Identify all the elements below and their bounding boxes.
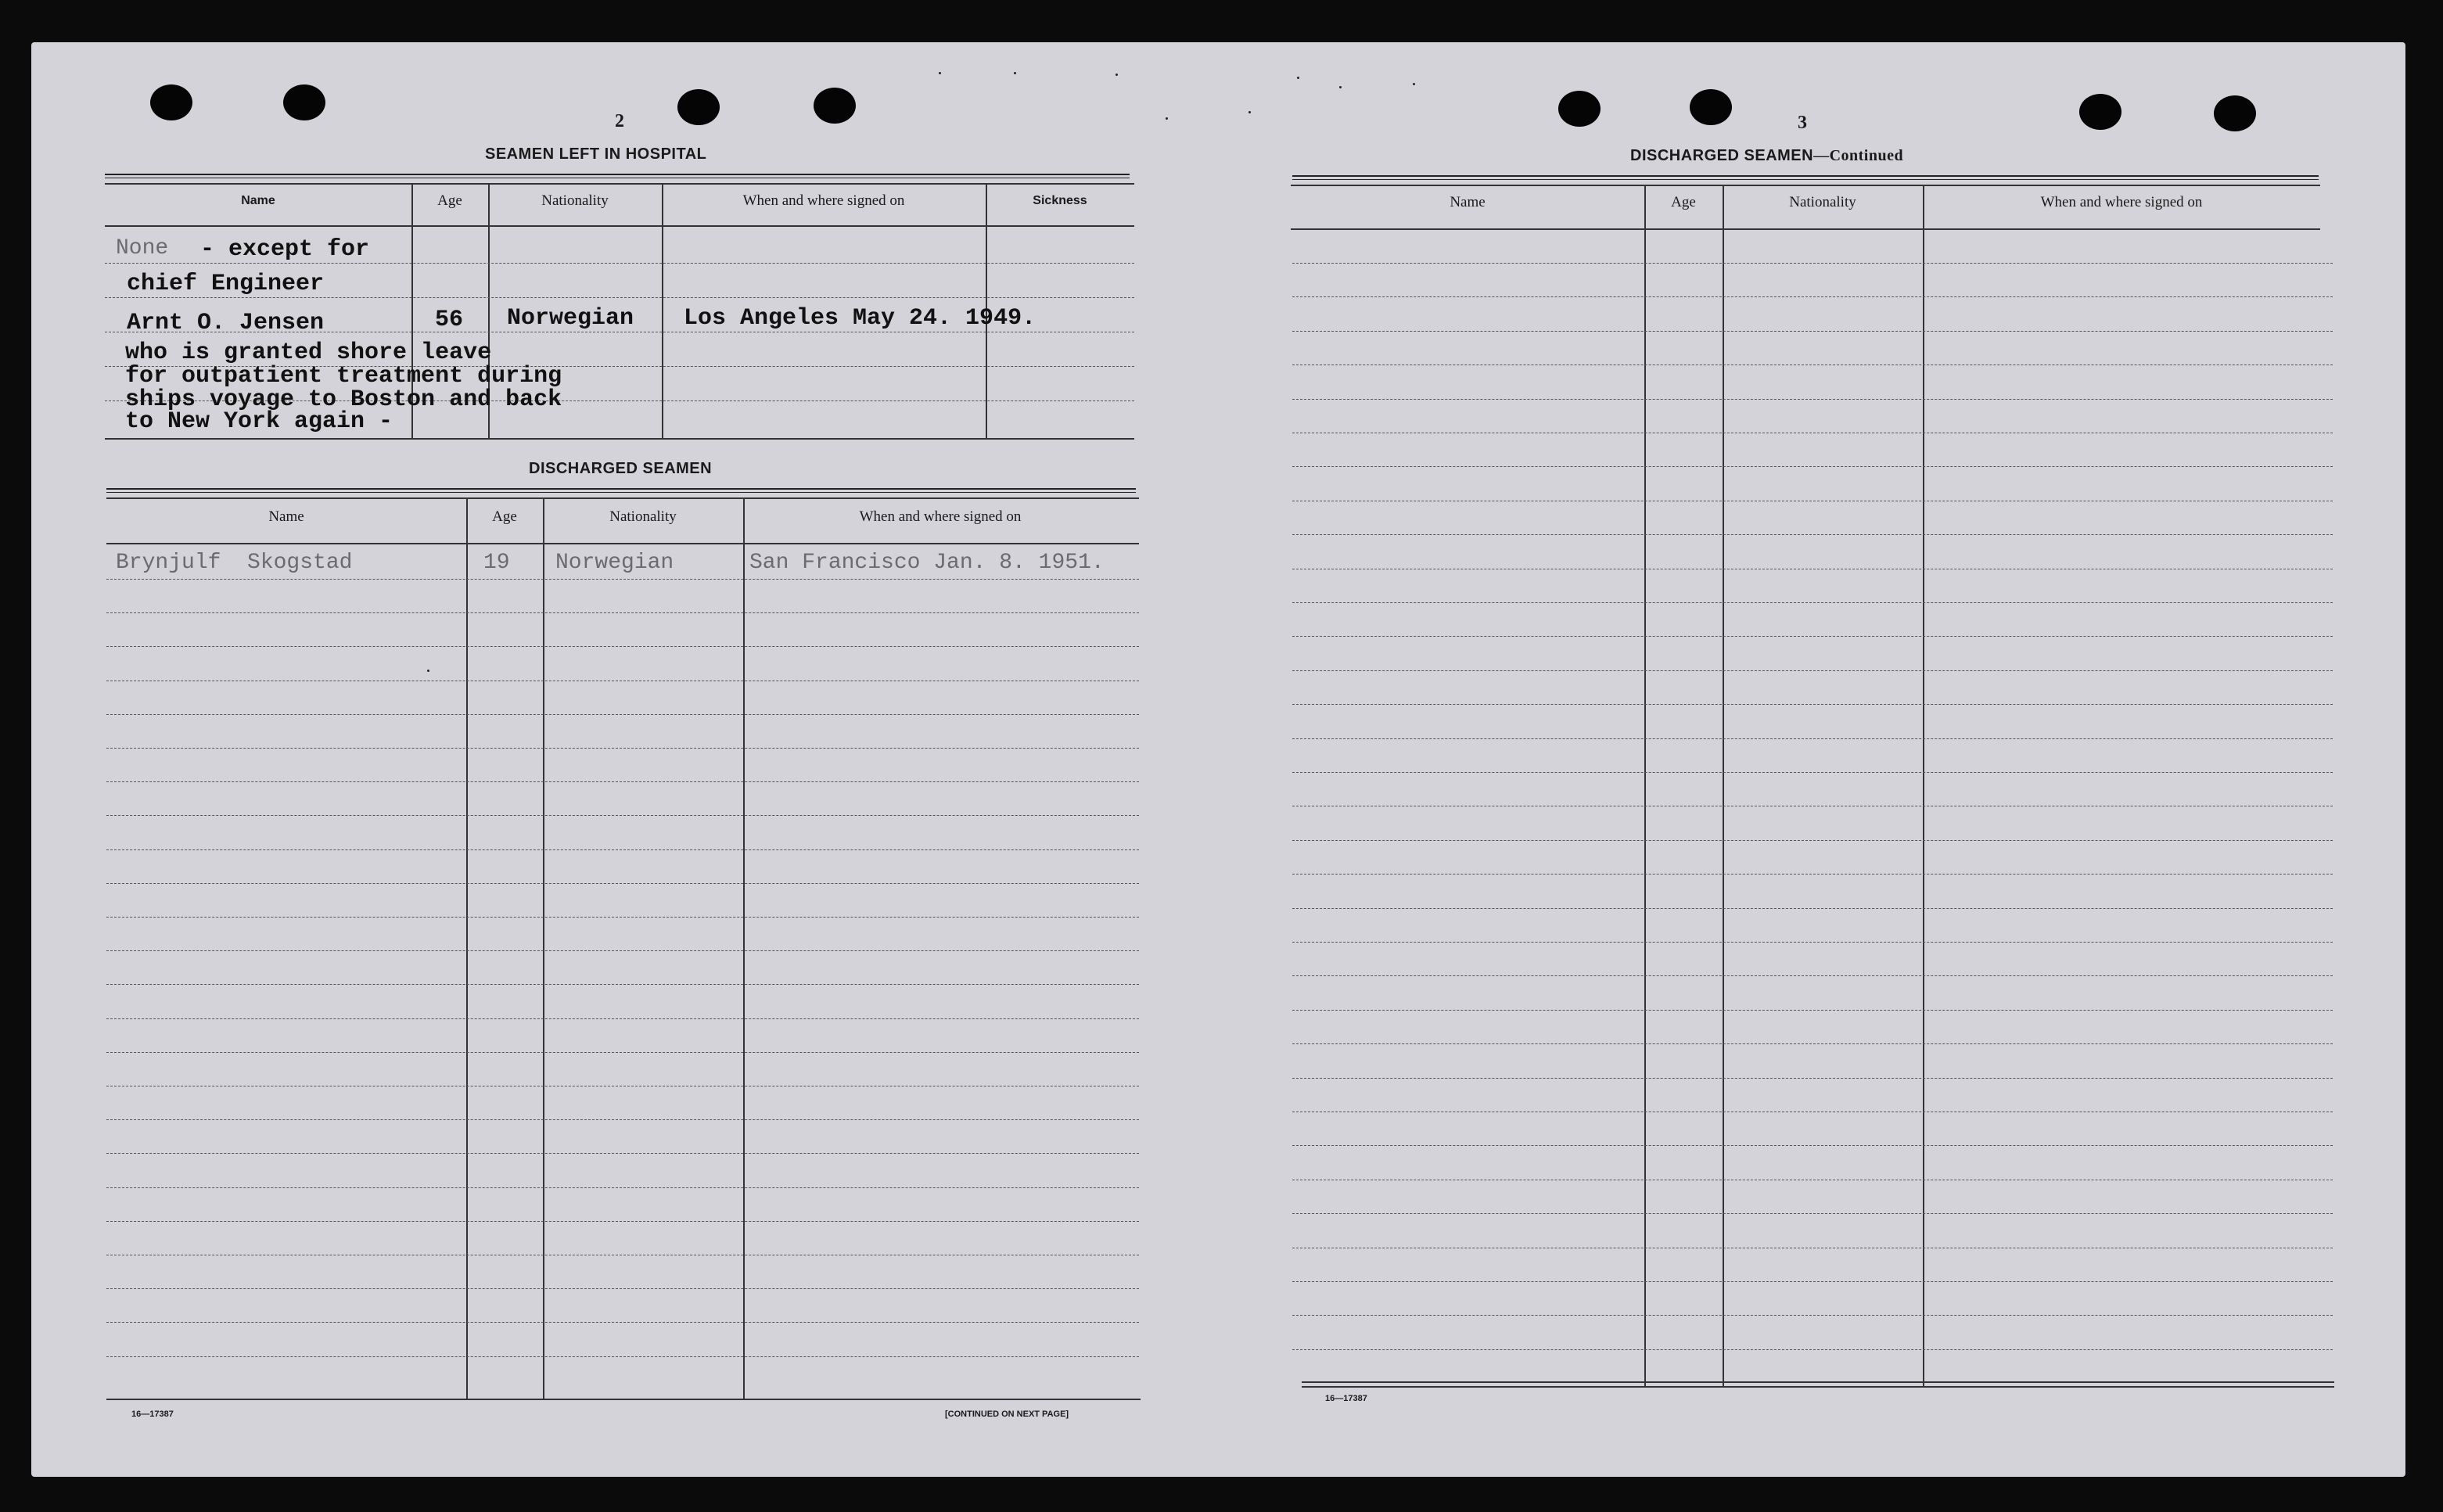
row-line bbox=[106, 849, 1139, 850]
column-header-age: Age bbox=[492, 508, 517, 525]
row-line bbox=[106, 1187, 1139, 1188]
hospital-entry-except: - except for bbox=[200, 236, 370, 263]
row-line bbox=[1292, 296, 2333, 297]
hospital-entry-signed-on: Los Angeles May 24. 1949. bbox=[684, 305, 1036, 332]
row-line bbox=[1292, 1145, 2333, 1146]
row-line bbox=[1292, 263, 2333, 264]
dust-speck bbox=[1248, 111, 1251, 113]
table-bottom-rule bbox=[106, 1399, 1141, 1400]
dust-speck bbox=[1166, 117, 1168, 120]
row-line bbox=[106, 1322, 1139, 1323]
row-line bbox=[1292, 772, 2333, 773]
row-line bbox=[1292, 466, 2333, 467]
column-header-age: Age bbox=[437, 192, 462, 209]
column-header-signed-on: When and where signed on bbox=[742, 192, 905, 209]
discharged-row-signed-on: San Francisco Jan. 8. 1951. bbox=[749, 551, 1105, 575]
column-header-age: Age bbox=[1671, 194, 1696, 210]
discharged-row-nationality: Norwegian bbox=[555, 551, 674, 575]
row-line bbox=[1292, 1078, 2333, 1079]
row-line bbox=[1292, 908, 2333, 909]
header-bottom-rule bbox=[105, 225, 1134, 227]
column-header-nationality: Nationality bbox=[609, 508, 677, 525]
table-bottom-rule bbox=[1302, 1381, 2334, 1383]
row-line bbox=[1292, 704, 2333, 705]
column-header-name: Name bbox=[241, 194, 275, 207]
row-line bbox=[1292, 331, 2333, 332]
hospital-note-line: for outpatient treatment during bbox=[125, 363, 562, 390]
punch-hole bbox=[2079, 94, 2121, 130]
row-line bbox=[106, 984, 1139, 985]
row-line bbox=[106, 1288, 1139, 1289]
discharged-section-title: DISCHARGED SEAMEN bbox=[529, 460, 713, 477]
row-line bbox=[1292, 840, 2333, 841]
row-line bbox=[1292, 1315, 2333, 1316]
hospital-note-line: to New York again - bbox=[125, 408, 393, 435]
table-top-rule bbox=[106, 497, 1139, 499]
double-rule bbox=[105, 174, 1130, 178]
hospital-note-line: who is granted shore leave bbox=[125, 339, 492, 366]
row-line bbox=[106, 579, 1139, 580]
row-line bbox=[1292, 942, 2333, 943]
dust-speck bbox=[1339, 86, 1342, 88]
table-top-rule bbox=[105, 183, 1134, 185]
dust-speck bbox=[1297, 77, 1299, 79]
row-line bbox=[106, 646, 1139, 647]
title-text: DISCHARGED SEAMEN bbox=[1630, 147, 1814, 164]
row-line bbox=[1292, 602, 2333, 603]
row-line bbox=[106, 883, 1139, 884]
dust-speck bbox=[427, 670, 429, 672]
punch-hole bbox=[150, 84, 192, 120]
column-header-nationality: Nationality bbox=[1789, 194, 1856, 210]
column-header-signed-on: When and where signed on bbox=[2040, 194, 2203, 210]
row-line bbox=[1292, 399, 2333, 400]
row-line bbox=[105, 263, 1134, 264]
hospital-note-line: ships voyage to Boston and back bbox=[125, 386, 562, 413]
row-line bbox=[106, 815, 1139, 816]
row-line bbox=[1292, 1010, 2333, 1011]
row-line bbox=[106, 781, 1139, 782]
row-line bbox=[106, 1153, 1139, 1154]
form-number: 16—17387 bbox=[1325, 1394, 1367, 1403]
dust-speck bbox=[1413, 83, 1415, 85]
row-line bbox=[1292, 1281, 2333, 1282]
column-header-signed-on: When and where signed on bbox=[859, 508, 1022, 525]
row-line bbox=[106, 1221, 1139, 1222]
column-header-nationality: Nationality bbox=[541, 192, 609, 209]
punch-hole bbox=[814, 88, 856, 124]
double-rule bbox=[1292, 175, 2319, 180]
row-line bbox=[106, 1018, 1139, 1019]
hospital-section-title: SEAMEN LEFT IN HOSPITAL bbox=[485, 145, 707, 163]
dust-speck bbox=[939, 72, 941, 74]
row-line bbox=[1292, 1043, 2333, 1044]
dust-speck bbox=[1116, 74, 1118, 76]
hospital-entry-none: None bbox=[116, 236, 169, 260]
column-header-sickness: Sickness bbox=[1033, 194, 1087, 207]
column-header-name: Name bbox=[268, 508, 304, 525]
table-top-rule bbox=[1291, 185, 2320, 186]
row-line bbox=[106, 917, 1139, 918]
discharged-row-age: 19 bbox=[483, 551, 510, 575]
row-line bbox=[1292, 874, 2333, 875]
row-line bbox=[1292, 975, 2333, 976]
discharged-row-name: Brynjulf Skogstad bbox=[116, 551, 353, 575]
row-line bbox=[1292, 738, 2333, 739]
row-line bbox=[1292, 1213, 2333, 1214]
row-line bbox=[106, 1356, 1139, 1357]
column-divider bbox=[743, 497, 745, 1400]
row-line bbox=[105, 297, 1134, 298]
dust-speck bbox=[1014, 72, 1016, 74]
column-divider bbox=[466, 497, 468, 1400]
page-number: 3 bbox=[1798, 113, 1807, 133]
row-line bbox=[1292, 534, 2333, 535]
row-line bbox=[1292, 1349, 2333, 1350]
double-rule bbox=[106, 488, 1136, 493]
continued-note: [CONTINUED ON NEXT PAGE] bbox=[945, 1410, 1069, 1419]
punch-hole bbox=[677, 89, 720, 125]
row-line bbox=[106, 950, 1139, 951]
title-suffix: —Continued bbox=[1813, 147, 1904, 164]
punch-hole bbox=[283, 84, 325, 120]
punch-hole bbox=[1558, 91, 1601, 127]
column-header-name: Name bbox=[1450, 194, 1486, 210]
table-bottom-rule bbox=[105, 438, 1134, 440]
row-line bbox=[106, 748, 1139, 749]
punch-hole bbox=[2214, 95, 2256, 131]
column-divider bbox=[543, 497, 544, 1400]
header-bottom-rule bbox=[106, 543, 1139, 544]
hospital-entry-nationality: Norwegian bbox=[507, 305, 634, 332]
hospital-entry-name: Arnt O. Jensen bbox=[127, 310, 325, 336]
discharged-continued-title bbox=[1630, 147, 1903, 165]
row-line bbox=[106, 714, 1139, 715]
header-bottom-rule bbox=[1291, 228, 2320, 230]
table-bottom-rule bbox=[1302, 1386, 2334, 1388]
row-line bbox=[1292, 636, 2333, 637]
form-number: 16—17387 bbox=[131, 1410, 174, 1419]
hospital-entry-engineer: chief Engineer bbox=[127, 271, 325, 297]
row-line bbox=[106, 612, 1139, 613]
row-line bbox=[106, 1052, 1139, 1053]
manifest-sheet bbox=[31, 42, 2405, 1477]
row-line bbox=[1292, 670, 2333, 671]
hospital-entry-age: 56 bbox=[435, 307, 464, 333]
punch-hole bbox=[1690, 89, 1732, 125]
row-line bbox=[106, 1119, 1139, 1120]
page-number: 2 bbox=[615, 111, 624, 131]
